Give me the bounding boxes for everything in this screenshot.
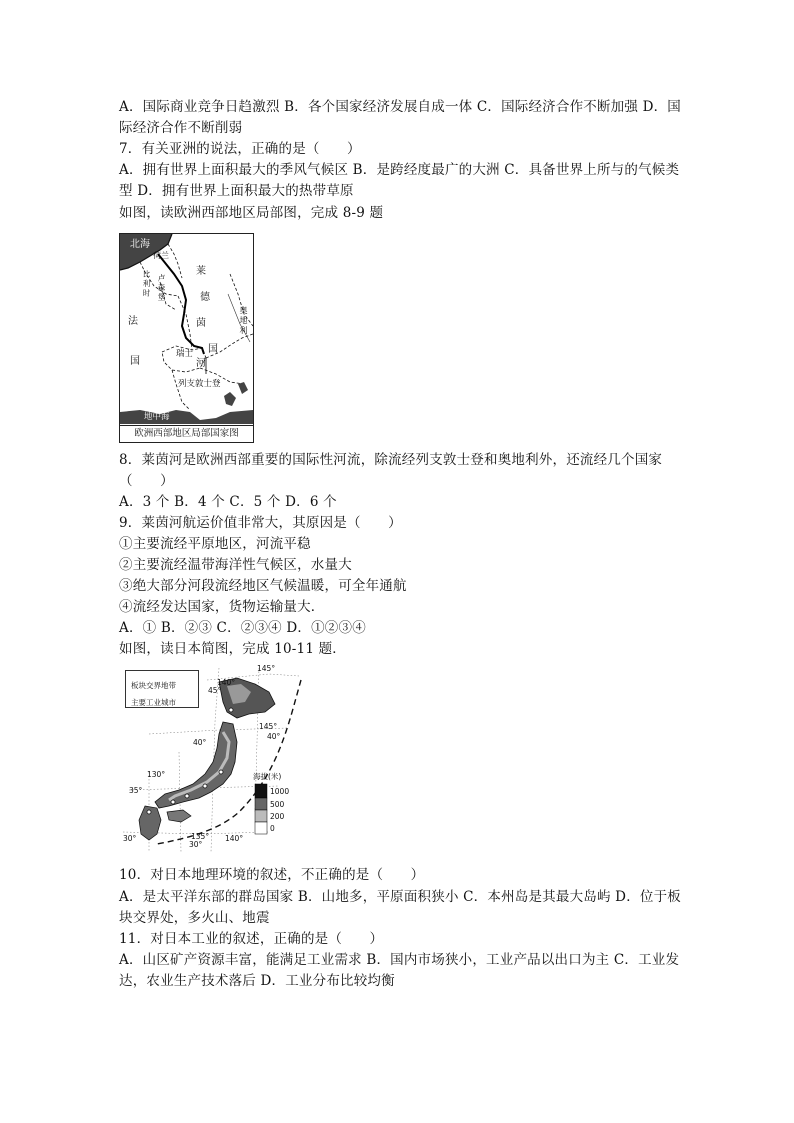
lat-40-right: 40° [267,732,281,741]
question-6-options-line2: 际经济合作不断削弱 [119,120,243,136]
question-9-options: A．① B．②③ C．②③④ D．①②③④ [119,620,366,636]
lat-35: 35° [129,786,143,795]
legend-industrial-city-label: 主要工业城市 [131,698,176,707]
question-10-stem: 10．对日本地理环境的叙述，不正确的是（ ） [119,867,425,883]
lon-145-right: 145° [259,722,278,731]
question-10-options-line2: 块交界处，多火山、地震 [119,910,270,926]
germany-guo-label: 国 [208,344,218,355]
question-11-options-line2: 达，农业生产技术落后 D．工业分布比较均衡 [119,973,395,989]
question-11-options-line1: A．山区矿产资源丰富，能满足工业需求 B．国内市场狭小，工业产品以出口为主 C．工业发 [119,952,680,968]
figure-intro-8-9: 如图，读欧洲西部地区局部图，完成 8-9 题 [119,205,384,221]
question-8-paren: （ ） [119,473,174,489]
elevation-title: 海拔(米) [253,772,282,781]
belgium-label: 比利时 [142,270,151,299]
lat-45: 45° [208,686,222,695]
liechtenstein-label: 列支敦士登 [178,379,221,389]
luxembourg-label: 卢森堡 [157,274,166,303]
lon-135: 135° [191,832,210,841]
lon-145-top: 145° [257,664,276,673]
question-9-item-1: ①主要流经平原地区，河流平稳 [119,536,311,552]
europe-west-map [119,233,254,443]
rhine-lai-label: 莱 [196,266,206,277]
japan-map [119,662,307,856]
question-9-item-4: ④流经发达国家，货物运输量大． [119,599,325,615]
europe-map-caption: 欧洲西部地区局部国家图 [120,425,253,442]
france-fa-label: 法 [128,316,138,327]
question-11-stem: 11．对日本工业的叙述，正确的是（ ） [119,931,384,947]
austria-label: 奥地利 [239,306,248,336]
lat-30-left: 30° [123,834,137,843]
figure-intro-10-11: 如图，读日本简图，完成 10-11 题． [119,641,347,657]
lon-140-top: 140° [217,678,236,687]
question-8-stem: 8．莱茵河是欧洲西部重要的国际性河流，除流经列支敦士登和奥地利外，还流经几个国家 [119,452,663,468]
question-7-options-line1: A．拥有世界上面积最大的季风气候区 B．是跨经度最广的大洲 C．具备世界上所与的气候类 [119,162,680,178]
lon-130: 130° [147,770,166,779]
question-7-options-line2: 型 D．拥有世界上面积最大的热带草原 [119,183,354,199]
rhine-yin-label: 茵 [196,318,206,329]
elevation-200: 200 [270,812,285,821]
switzerland-label: 瑞士 [176,349,194,359]
germany-de-label: 德 [200,292,210,303]
lat-30: 30° [189,840,203,849]
elevation-500: 500 [270,800,285,809]
europe-map-graphic [120,234,253,442]
north-sea-label: 北海 [130,239,150,250]
rhine-he-label: 河 [196,358,206,369]
question-10-options-line1: A．是太平洋东部的群岛国家 B．山地多，平原面积狭小 C．本州岛是其最大岛屿 D．位于板 [119,889,681,905]
question-7-stem: 7．有关亚洲的说法，正确的是（ ） [119,141,361,157]
question-9-stem: 9．莱茵河航运价值非常大，其原因是（ ） [119,515,402,531]
question-6-options-line1: A．国际商业竞争日趋激烈 B．各个国家经济发展自成一体 C．国际经济合作不断加强 D．国 [119,99,681,115]
question-9-item-2: ②主要流经温带海洋性气候区，水量大 [119,557,352,573]
lon-140-bottom: 140° [225,834,244,843]
france-guo-label: 国 [130,356,140,367]
mediterranean-label: 地中海 [144,412,170,422]
elevation-1000: 1000 [270,787,290,796]
question-9-item-3: ③绝大部分河段流经地区气候温暖，可全年通航 [119,578,407,594]
elevation-0: 0 [270,824,275,833]
lat-40-left: 40° [193,738,207,747]
question-8-options: A．3 个 B．4 个 C．5 个 D．6 个 [119,494,337,510]
netherlands-label: 荷兰 [153,251,169,260]
legend-plate-boundary-label: 板块交界地带 [131,681,176,690]
